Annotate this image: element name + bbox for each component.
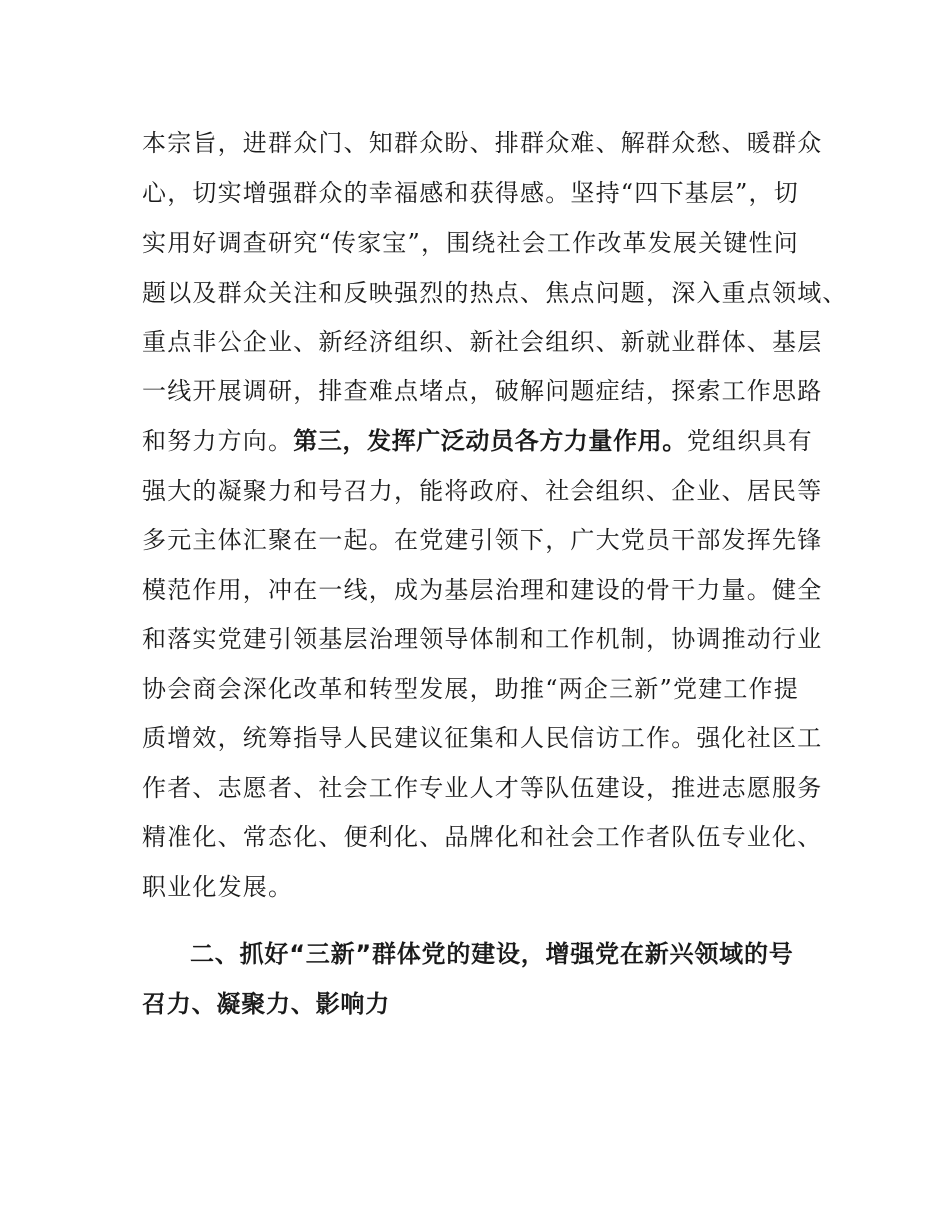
body-text-line: 实用好调查研究“传家宝”，围绕社会工作改革发展关键性问 bbox=[142, 229, 799, 257]
body-text-line: 一线开展调研，排查难点堵点，破解问题症结，探索工作思路 bbox=[142, 377, 823, 405]
body-text-line: 心，切实增强群众的幸福感和获得感。坚持“四下基层”，切 bbox=[142, 179, 799, 207]
body-text-line: 和落实党建引领基层治理领导体制和工作机制，协调推动行业 bbox=[142, 625, 823, 653]
section-heading-line-2: 召力、凝聚力、影响力 bbox=[142, 990, 390, 1018]
body-text-line-mixed bbox=[142, 425, 822, 457]
bold-subheading: 第三，发挥广泛动员各方力量作用。 bbox=[293, 427, 687, 455]
body-text-line: 质增效，统筹指导人民建议征集和人民信访工作。强化社区工 bbox=[142, 724, 823, 752]
body-text-line: 作者、志愿者、社会工作专业人才等队伍建设，推进志愿服务 bbox=[142, 774, 823, 802]
body-text-segment: 党组织具有 bbox=[686, 427, 813, 455]
body-text-line: 模范作用，冲在一线，成为基层治理和建设的骨干力量。健全 bbox=[142, 576, 823, 604]
body-text-line: 重点非公企业、新经济组织、新社会组织、新就业群体、基层 bbox=[142, 328, 823, 356]
body-text-line: 题以及群众关注和反映强烈的热点、焦点问题，深入重点领域、 bbox=[142, 279, 848, 307]
body-text-line: 精准化、常态化、便利化、品牌化和社会工作者队伍专业化、 bbox=[142, 823, 823, 851]
body-text-line: 强大的凝聚力和号召力，能将政府、社会组织、企业、居民等 bbox=[142, 477, 823, 505]
section-heading-line-1: 二、抓好“三新”群体党的建设，增强党在新兴领域的号 bbox=[190, 940, 794, 968]
body-text-line: 职业化发展。 bbox=[142, 873, 294, 901]
body-text-line: 本宗旨，进群众门、知群众盼、排群众难、解群众愁、暖群众 bbox=[142, 129, 823, 157]
body-text-line: 多元主体汇聚在一起。在党建引领下，广大党员干部发挥先锋 bbox=[142, 526, 823, 554]
body-text-segment: 和努力方向。 bbox=[142, 427, 294, 455]
body-text-line: 协会商会深化改革和转型发展，助推“两企三新”党建工作提 bbox=[142, 675, 799, 703]
